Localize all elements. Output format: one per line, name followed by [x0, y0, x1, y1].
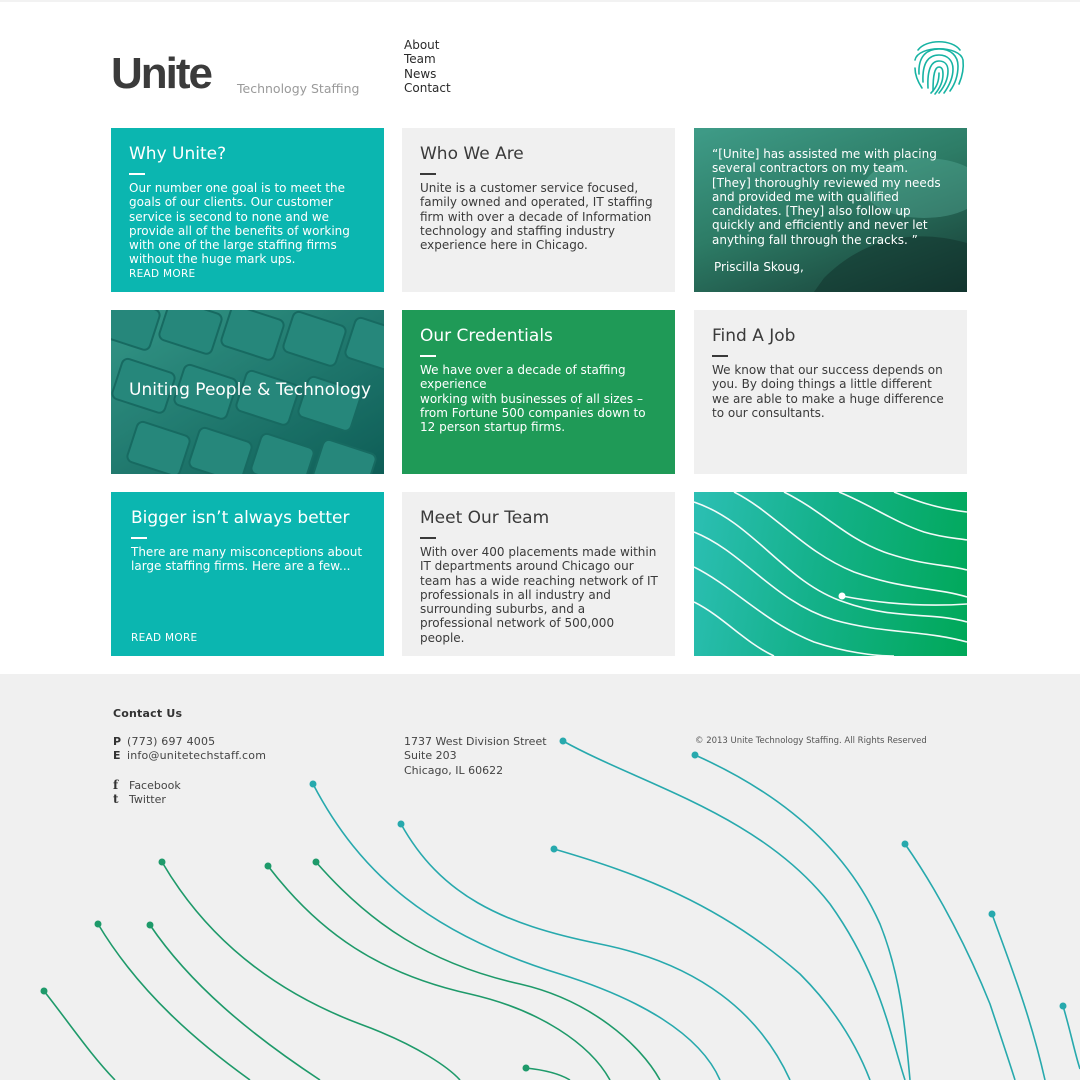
facebook-link[interactable] [113, 778, 181, 792]
testimonial-author: Priscilla Skoug, [714, 260, 804, 274]
divider [129, 173, 145, 175]
testimonial-quote: “[Unite] has assisted me with placing several contractors on my team. [They] thoroughly reviewed my needs and provided me with qualified candidates. [They] also follow up quickly and efficiently and never let anything fall through the cracks. ” [712, 147, 941, 247]
twitter-link[interactable] [113, 792, 166, 806]
divider [712, 355, 728, 357]
fingerprint-icon [912, 36, 966, 96]
tile-body: There are many misconceptions about large staffing firms. Here are a few... [131, 545, 363, 574]
tile-title: Bigger isn’t always better [131, 508, 350, 528]
main-nav [404, 38, 451, 95]
tile-title: Who We Are [420, 144, 524, 164]
tile-body: With over 400 placements made within IT departments around Chicago our team has a wide reaching network of IT professionals in all industry and surrounding suburbs, and a professional network of 500,000 people. [420, 545, 658, 645]
facebook-label: Facebook [129, 778, 181, 792]
footer-email [113, 749, 266, 763]
tile-bigger-better [111, 492, 384, 656]
facebook-icon: f [113, 778, 119, 792]
copyright: © 2013 Unite Technology Staffing. All Rights Reserved [695, 736, 927, 746]
footer [0, 674, 1080, 1080]
footer-heading: Contact Us [113, 707, 183, 720]
phone-number[interactable]: (773) 697 4005 [127, 735, 216, 748]
address-line: 1737 West Division Street [404, 735, 547, 748]
tagline: Technology Staffing [237, 81, 360, 96]
email-label: E [113, 749, 121, 762]
nav-news[interactable]: News [404, 66, 437, 81]
tile-body: We know that our success depends on you. By doing things a little different we are able to make a huge difference to our consultants. [712, 363, 944, 420]
divider [131, 537, 147, 539]
wave-lines-graphic [694, 492, 967, 656]
tile-meet-our-team [402, 492, 675, 656]
tile-body [420, 363, 660, 434]
footer-phone [113, 735, 215, 749]
address-line: Suite 203 [404, 749, 457, 763]
nav-contact[interactable]: Contact [404, 80, 451, 95]
logo[interactable]: Unite [111, 49, 211, 98]
tile-find-a-job [694, 310, 967, 474]
divider [420, 355, 436, 357]
read-more-link[interactable]: READ MORE [129, 268, 196, 280]
tile-body: Unite is a customer service focused, family owned and operated, IT staffing firm with over a decade of Information technology and staffing industry experience here in Chicago. [420, 181, 653, 253]
tile-body: Our number one goal is to meet the goals of our clients. Our customer service is second to none and we provide all of the benefits of working with one of the large staffing firms without the huge mark ups. [129, 181, 350, 267]
divider [420, 537, 436, 539]
nav-about[interactable]: About [404, 38, 440, 52]
tile-credentials [402, 310, 675, 474]
tile-who-we-are [402, 128, 675, 292]
credentials-line-2: working with businesses of all sizes – from Fortune 500 companies down to 12 person startup firms. [420, 391, 646, 435]
twitter-label: Twitter [129, 792, 166, 806]
tile-keyboard-image [111, 310, 384, 474]
tile-why-unite [111, 128, 384, 292]
divider [420, 173, 436, 175]
email-link[interactable]: info@unitetechstaff.com [127, 749, 267, 762]
tile-title: Meet Our Team [420, 508, 550, 528]
twitter-icon: t [113, 792, 119, 806]
top-border [0, 0, 1080, 2]
tile-title: Our Credentials [420, 326, 553, 346]
read-more-link[interactable]: READ MORE [131, 632, 198, 644]
address-line: Chicago, IL 60622 [404, 763, 504, 777]
footer-address [404, 735, 547, 778]
tile-title: Find A Job [712, 326, 796, 346]
tile-lines-graphic [694, 492, 967, 656]
credentials-line-1: We have over a decade of staffing experience [420, 363, 626, 392]
tile-title: Uniting People & Technology [129, 380, 372, 400]
phone-label: P [113, 735, 122, 748]
tile-testimonial [694, 128, 967, 292]
nav-team[interactable]: Team [404, 52, 436, 67]
tile-title: Why Unite? [129, 144, 227, 164]
